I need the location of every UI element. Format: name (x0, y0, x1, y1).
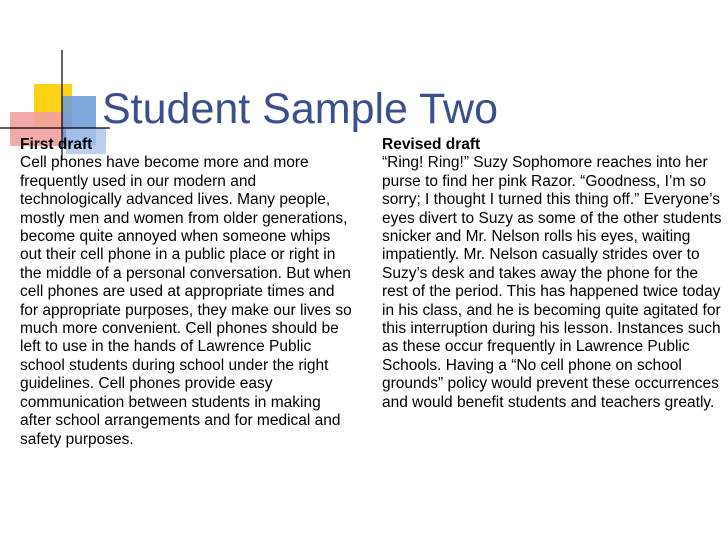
first-draft-heading: First draft (20, 136, 93, 153)
first-draft-column (20, 136, 352, 449)
revised-draft-heading: Revised draft (382, 136, 481, 153)
revised-draft-text: “Ring! Ring!” Suzy Sophomore reaches into her purse to find her pink Razor. “Goodness, I’m so sorry; I thought I turned this thing off.” Everyone’s eyes divert to Suzy as some of the other students snicker and Mr. Nelson rolls his eyes, waiting impatiently. Mr. Nelson casually strides over to Suzy’s desk and takes away the phone for the rest of the period. This has happened twice today in his class, and he is becoming quite agitated for this interruption during his lesson. Instances such as these occur frequently in Lawrence Public Schools. Having a “No cell phone on school grounds” policy would prevent these occurrences and would benefit students and teachers greatly. (382, 154, 722, 411)
first-draft-text: Cell phones have become more and more frequently used in our modern and technologically advanced lives. Many people, mostly men and women from older generations, become quite annoyed when someone whips out their cell phone in a public place or right in the middle of a personal conversation. But when cell phones are used at appropriate times and for appropriate purposes, they make our lives so much more convenient. Cell phones should be left to use in the hands of Lawrence Public school students during school under the right guidelines. Cell phones provide easy communication between students in making after school arrangements and for medical and safety purposes. (20, 154, 352, 448)
slide-title: Student Sample Two (102, 85, 499, 133)
revised-draft-column (382, 136, 724, 412)
